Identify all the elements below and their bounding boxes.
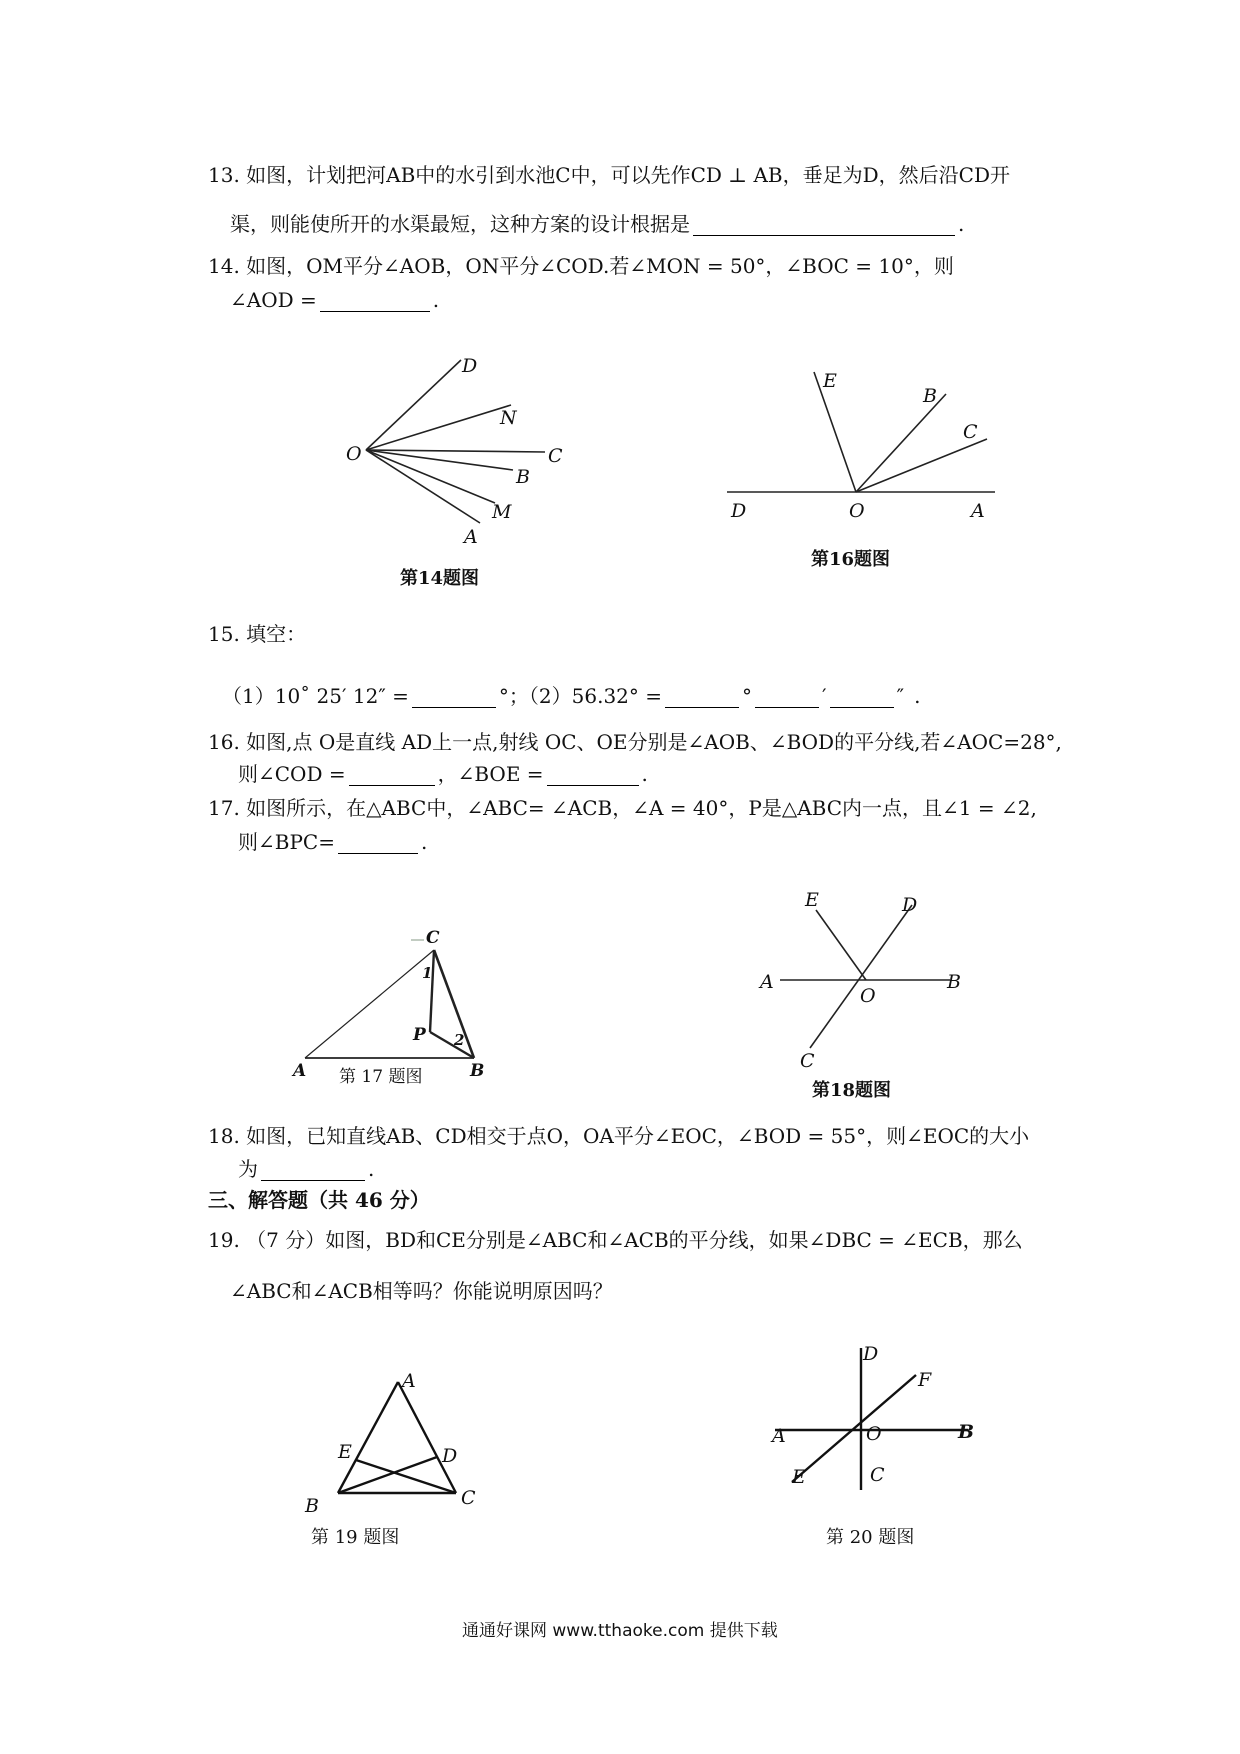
fig18-label-c: C [800, 1050, 815, 1072]
q16-line2b: ，∠BOE = [437, 762, 544, 786]
q18-line1: 18. 如图，已知直线AB、CD相交于点O，OA平分∠EOC，∠BOD = 55°，则∠EOC的大小 [208, 1124, 1030, 1148]
fig16-label-c: C [963, 421, 978, 443]
fig20-label-b: B [958, 1421, 975, 1443]
q15-title: 15. 填空： [208, 622, 307, 646]
q17-answer-blank[interactable] [338, 833, 418, 854]
fig19-label-b: B [305, 1495, 319, 1517]
fig20-label-a: A [772, 1425, 786, 1447]
fig17-label-a: A [293, 1061, 307, 1081]
fig17-label-p: P [413, 1025, 426, 1045]
q13-line1: 13. 如图，计划把河AB中的水引到水池C中，可以先作CD ⊥ AB，垂足为D，然后沿CD开 [208, 163, 1010, 187]
fig17-label-c: C [426, 928, 440, 948]
q15-blank-4[interactable] [830, 687, 894, 708]
fig19-side-ab [338, 1382, 398, 1493]
fig19-label-a: A [402, 1370, 416, 1392]
fig14-ray-oc [366, 450, 545, 452]
fig19-caption: 第 19 题图 [311, 1527, 400, 1548]
q16-end: . [641, 762, 648, 786]
q16-line2 [238, 762, 648, 786]
fig14-ray-ob [366, 450, 513, 470]
q14-line1: 14. 如图，OM平分∠AOB，ON平分∠COD.若∠MON = 50°，∠BOC = 10°，则 [208, 254, 954, 278]
fig18-diagram [780, 905, 950, 1048]
fig14-label-o: O [346, 443, 362, 465]
fig14-label-a: A [464, 526, 478, 548]
q16-line2a: 则∠COD = [238, 762, 346, 786]
fig19-label-c: C [461, 1487, 476, 1509]
q15-blank-1[interactable] [412, 687, 496, 708]
q18-line2 [238, 1157, 374, 1181]
q19-line1: 19. （7 分）如图，BD和CE分别是∠ABC和∠ACB的平分线，如果∠DBC = ∠ECB，那么 [208, 1228, 1023, 1252]
fig17-diagram [305, 940, 474, 1058]
fig20-label-f: F [918, 1369, 932, 1391]
fig14-ray-od [366, 360, 461, 450]
fig18-ray-oe [816, 910, 866, 980]
fig14-label-c: C [548, 445, 563, 467]
q16-blank-cod[interactable] [349, 765, 435, 786]
fig20-label-d: D [863, 1343, 879, 1365]
q16-blank-boe[interactable] [547, 765, 639, 786]
fig14-label-m: M [492, 501, 512, 523]
fig20-label-c: C [870, 1464, 885, 1486]
section3-title: 三、解答题（共 46 分） [208, 1188, 430, 1212]
fig14-label-b: B [516, 466, 530, 488]
q15-blank-2[interactable] [665, 687, 739, 708]
q19-line2: ∠ABC和∠ACB相等吗？你能说明原因吗？ [230, 1279, 613, 1303]
fig16-caption: 第16题图 [811, 549, 891, 570]
fig19-label-e: E [338, 1441, 352, 1463]
fig17-caption: 第 17 题图 [339, 1067, 423, 1087]
q17-line2-text: 则∠BPC= [238, 830, 335, 854]
fig16-ray-ob [856, 394, 946, 492]
fig19-segment-bd [338, 1457, 437, 1493]
q16-line1: 16. 如图,点 O是直线 AD上一点,射线 OC、OE分别是∠AOB、∠BOD的平分线,若∠AOC=28°, [208, 730, 1062, 754]
fig16-diagram [727, 372, 995, 492]
q17-end: . [420, 830, 428, 854]
q18-line2-text: 为 [238, 1157, 258, 1181]
q15-deg2: ° [742, 684, 753, 708]
q15-deg1: ° [498, 684, 509, 708]
q15-sec2: ″ [896, 684, 905, 708]
q18-answer-blank[interactable] [261, 1160, 365, 1181]
fig18-label-b: B [947, 971, 961, 993]
fig16-label-o: O [849, 500, 865, 522]
fig14-diagram [366, 360, 545, 523]
q15-end: . [914, 684, 921, 708]
fig17-segment-cp [430, 950, 434, 1032]
fig14-label-d: D [462, 355, 478, 377]
fig17-label-b: B [470, 1061, 485, 1081]
fig17-segment-pb [430, 1032, 474, 1058]
fig14-caption: 第14题图 [400, 568, 480, 589]
fig19-label-d: D [442, 1445, 458, 1467]
fig20-caption: 第 20 题图 [826, 1527, 915, 1548]
fig20-line-ef [792, 1375, 916, 1482]
q13-end: . [958, 212, 965, 236]
fig20-label-e: E [792, 1466, 806, 1488]
q18-end: . [368, 1157, 375, 1181]
q15-min2: ′ [822, 684, 827, 708]
fig19-diagram [338, 1382, 456, 1493]
fig18-label-d: D [902, 894, 918, 916]
fig17-label-2: 2 [454, 1031, 465, 1049]
fig14-ray-on [366, 405, 511, 450]
q15-part2: ；（2）56.32° = [508, 684, 663, 708]
fig14-label-n: N [500, 407, 517, 429]
fig18-label-e: E [805, 889, 819, 911]
fig16-label-b: B [923, 385, 937, 407]
q17-line2 [238, 830, 427, 854]
fig16-label-e: E [823, 370, 837, 392]
fig20-label-o: O [866, 1423, 882, 1445]
q14-end: . [432, 288, 440, 312]
q13-line2-text: 渠，则能使所开的水渠最短，这种方案的设计根据是 [230, 212, 690, 236]
fig17-label-1: 1 [422, 964, 433, 982]
page-footer: 通通好课网 www.tthaoke.com 提供下载 [462, 1621, 778, 1641]
fig16-label-a: A [971, 500, 985, 522]
fig16-ray-oc [856, 439, 987, 492]
q15-part1: （1）10˚ 25′ 12″ = [222, 684, 409, 708]
q15-line [222, 684, 920, 708]
fig14-ray-oa [366, 450, 480, 523]
fig14-ray-om [366, 450, 495, 503]
q15-blank-3[interactable] [755, 687, 819, 708]
fig18-line-cd [810, 905, 912, 1048]
q17-line1: 17. 如图所示，在△ABC中，∠ABC= ∠ACB，∠A = 40°，P是△ABC内一点，且∠1 = ∠2, [208, 796, 1037, 820]
fig18-label-a: A [760, 971, 774, 993]
fig18-caption: 第18题图 [812, 1080, 892, 1101]
fig18-label-o: O [860, 985, 876, 1007]
q14-line2-text: ∠AOD = [230, 288, 317, 312]
fig16-label-d: D [731, 500, 747, 522]
